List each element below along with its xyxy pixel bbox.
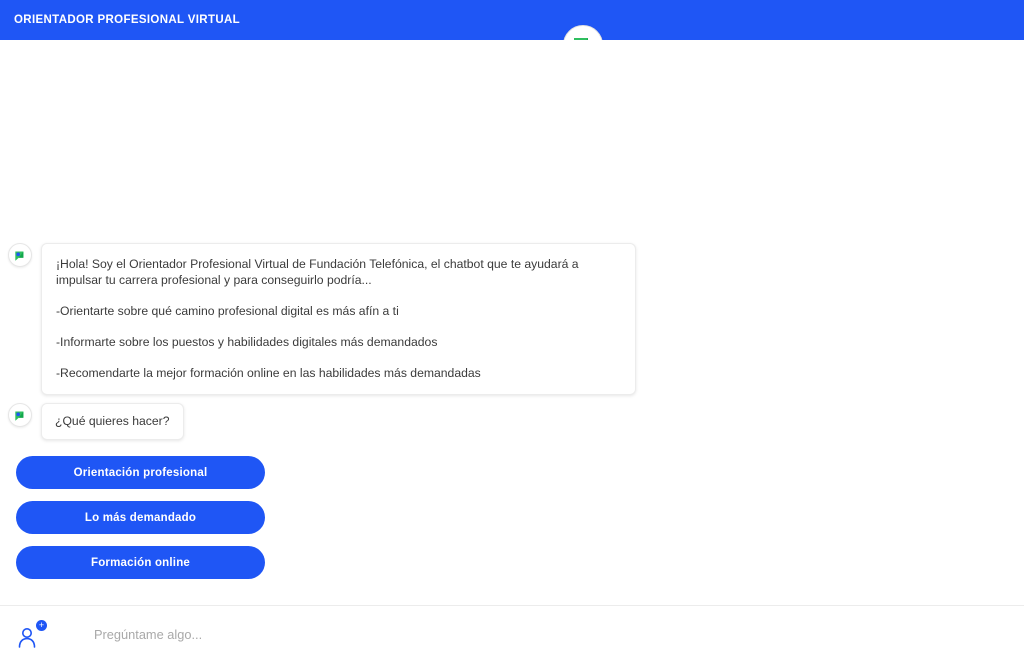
quick-reply-orientacion-profesional[interactable]: Orientación profesional — [16, 456, 265, 489]
user-avatar-button[interactable] — [14, 620, 44, 652]
composer-bar — [0, 605, 1024, 665]
message-bot-question — [8, 403, 184, 440]
bot-avatar-icon — [8, 243, 32, 267]
quick-reply-formacion-online[interactable]: Formación online — [16, 546, 265, 579]
message-paragraph: -Informarte sobre los puestos y habilidades digitales más demandados — [56, 335, 438, 349]
telefonica-bot-avatar-icon — [13, 248, 28, 263]
message-bubble — [41, 243, 636, 395]
message-paragraph: -Orientarte sobre qué camino profesional digital es más afín a ti — [56, 304, 399, 318]
bot-avatar-icon — [8, 403, 32, 427]
message-text: ¿Qué quieres hacer? — [55, 414, 170, 428]
add-icon[interactable]: + — [36, 620, 47, 631]
page-title: ORIENTADOR PROFESIONAL VIRTUAL — [14, 14, 241, 26]
message-bot-intro — [8, 243, 636, 395]
chat-message-list — [0, 40, 1024, 605]
message-paragraph: ¡Hola! Soy el Orientador Profesional Virtual de Fundación Telefónica, el chatbot que te ayudará a impulsar tu carrera profesional y para conseguirlo podría... — [56, 257, 579, 287]
telefonica-bot-avatar-icon — [13, 408, 28, 423]
app-header — [0, 0, 1024, 40]
chat-input[interactable] — [92, 626, 876, 643]
quick-reply-group — [16, 456, 265, 579]
quick-reply-lo-mas-demandado[interactable]: Lo más demandado — [16, 501, 265, 534]
message-bubble — [41, 403, 184, 440]
message-paragraph: -Recomendarte la mejor formación online en las habilidades más demandadas — [56, 366, 481, 380]
